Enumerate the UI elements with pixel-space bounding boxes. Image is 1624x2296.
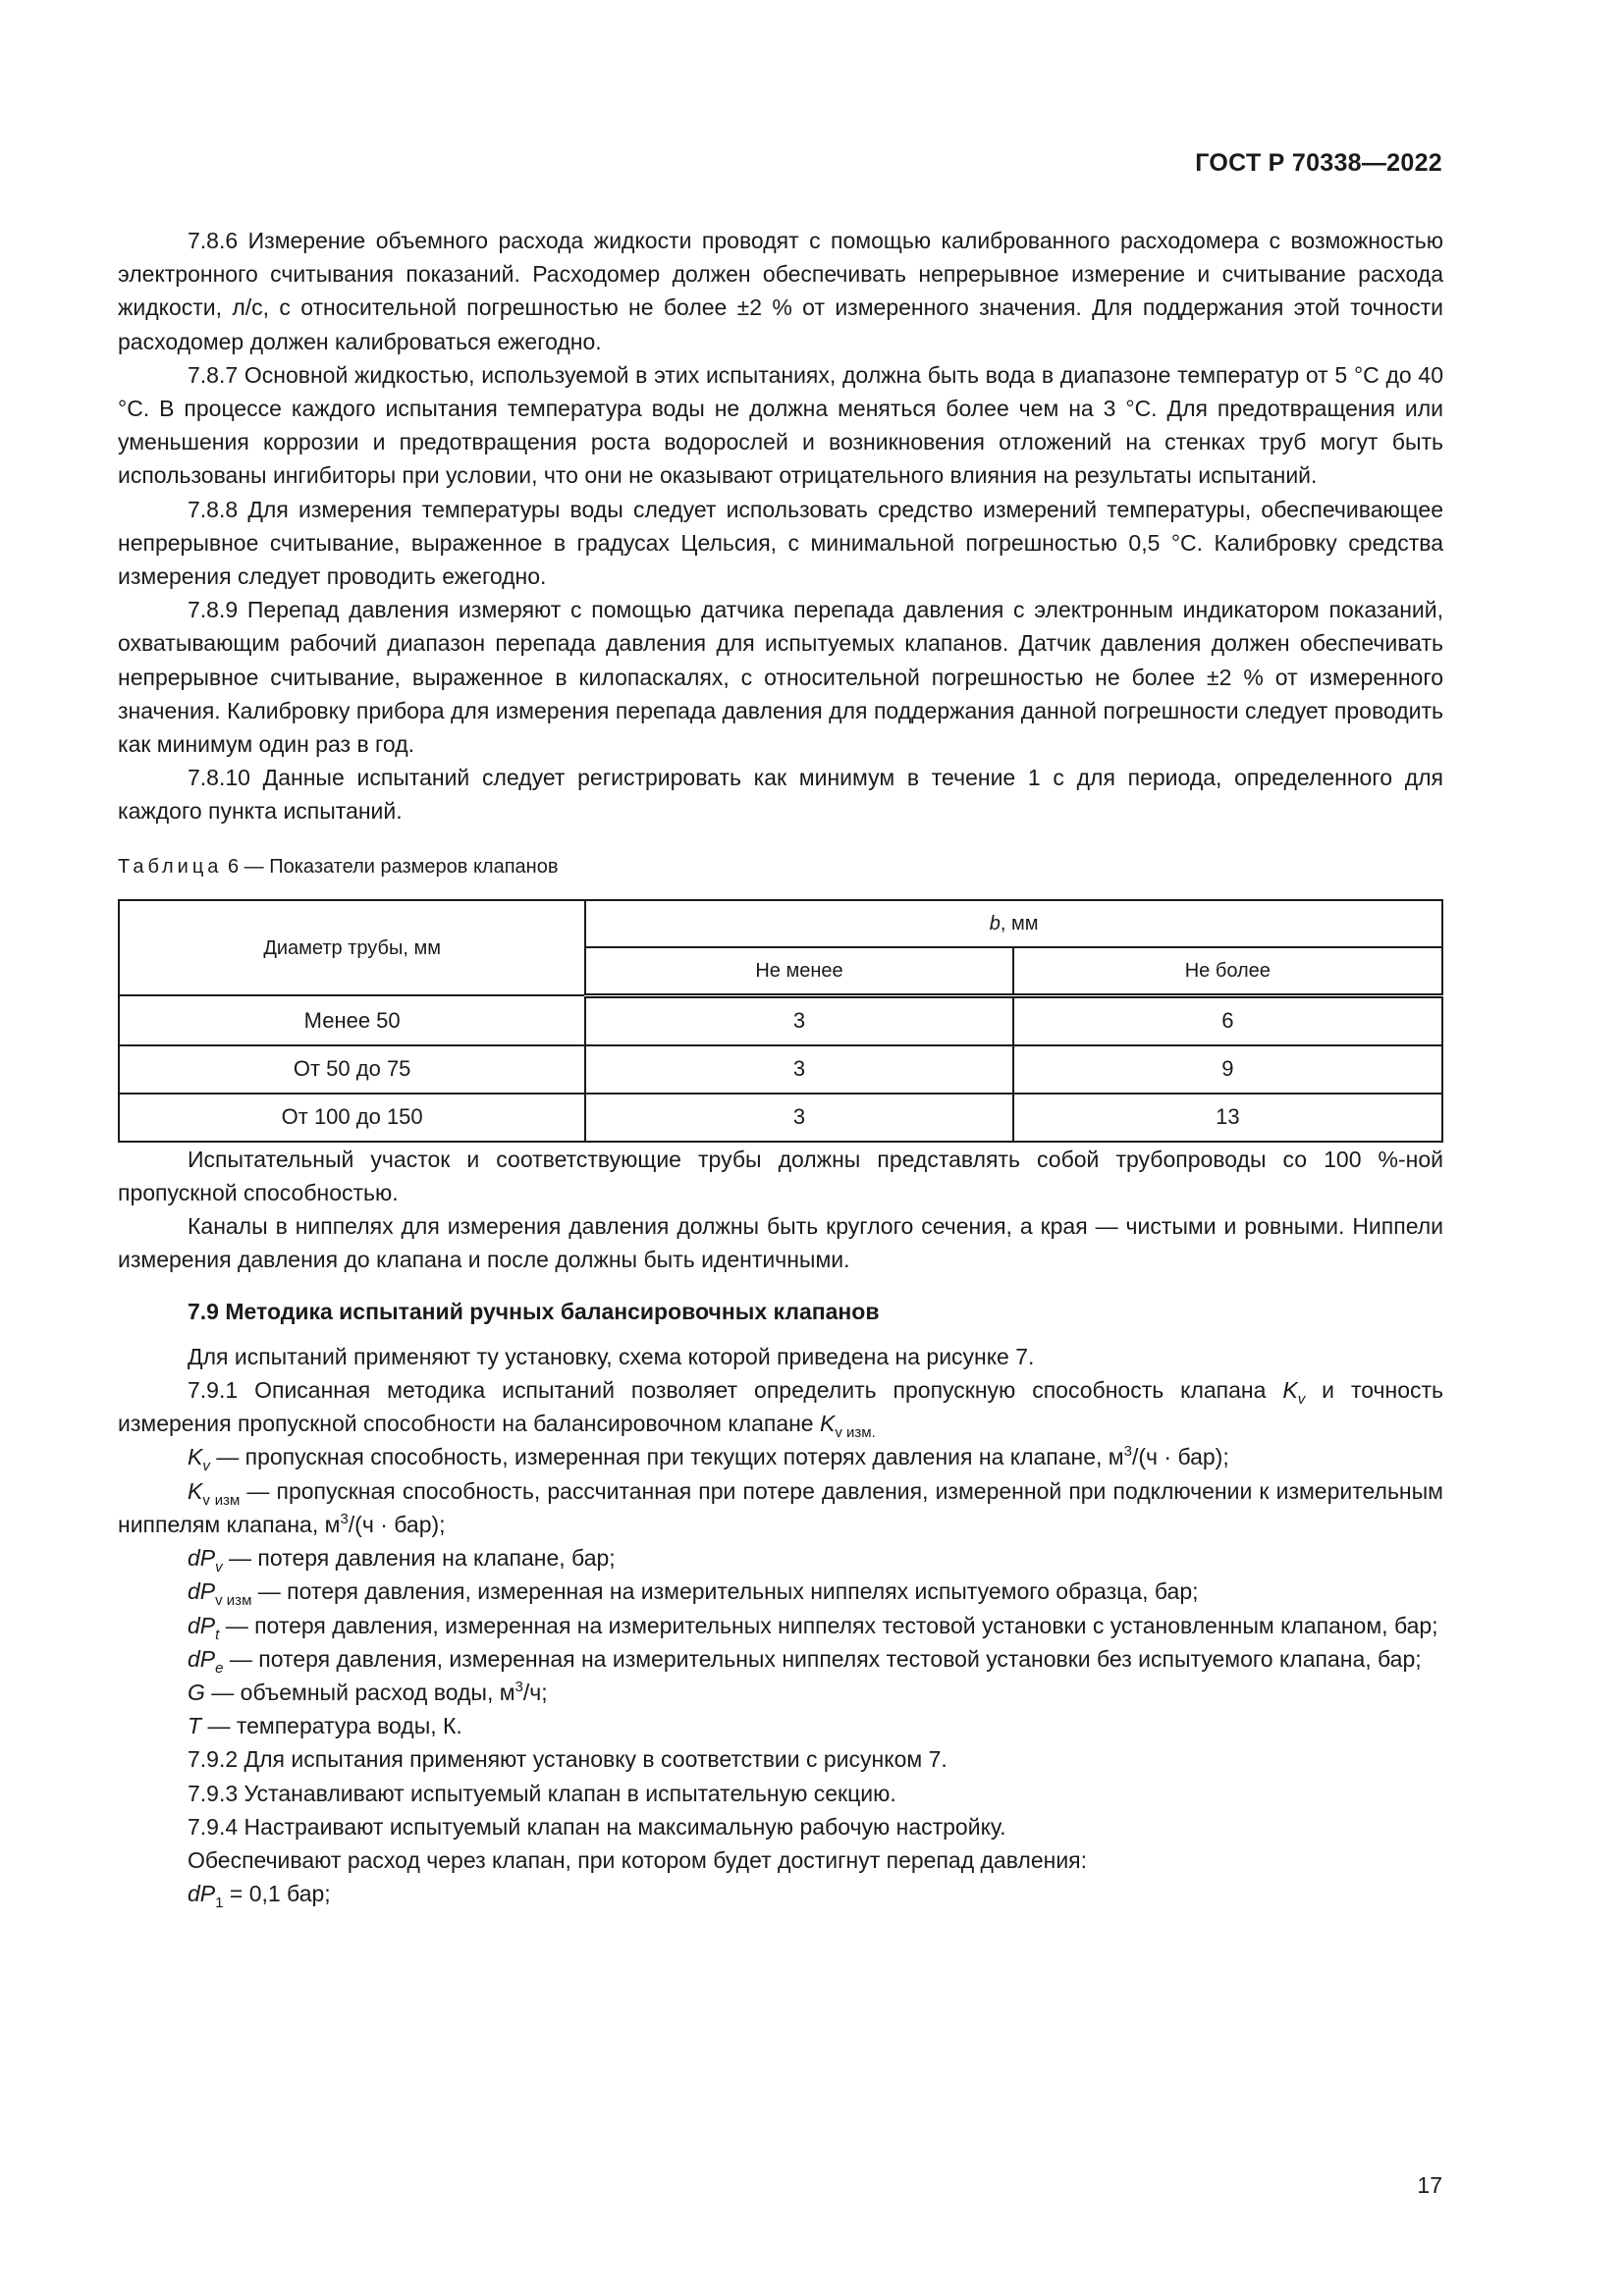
definition-dpt: $dP_t$ — потеря давления, измеренная на измерительных ниппелях тестовой установки с установленным клапаном, бар; (188, 1612, 1438, 1643)
paragraph-test-section: Испытательный участок и соответствующие трубы должны представлять собой трубопроводы со 100 %-ной пропускной способностью. (118, 1146, 1443, 1206)
cell-min: 3 (585, 995, 1012, 1045)
paragraph-nipple-channels: Каналы в ниппелях для измерения давления должны быть круглого сечения, а края — чистыми и ровными. Ниппели измерения давления до клапана и после должны быть идентичными. (118, 1213, 1443, 1273)
section-7-9-title: 7.9 Методика испытаний ручных балансировочных клапанов (188, 1298, 880, 1324)
cell-min: 3 (585, 1094, 1012, 1142)
paragraph-dp1: $dP_1 = 0,1$ бар; (188, 1881, 331, 1912)
paragraph-flow: Обеспечивают расход через клапан, при котором будет достигнут перепад давления: (188, 1846, 1088, 1873)
definition-g: G — объемный расход воды, $м^3/ч$; (188, 1678, 548, 1705)
table-row (119, 995, 1442, 1045)
cell-max: 13 (1013, 1094, 1442, 1142)
paragraph-7-8-7: 7.8.7 Основной жидкостью, используемой в этих испытаниях, должна быть вода в диапазоне температур от 5 °С до 40 °С. В процессе каждого испытания температура воды не должна меняться более чем на 3 °С. Для предотвращения или уменьшения коррозии и предотвращения роста водорослей и возникновения отложений на стенках труб могут быть использованы ингибиторы при условии, что они не оказывают отрицательного влияния на результаты испытаний. (118, 361, 1443, 489)
cell-max: 9 (1013, 1045, 1442, 1094)
cell-diameter: Менее 50 (119, 995, 585, 1045)
definition-dpe: $dP_e$ — потеря давления, измеренная на измерительных ниппелях тестовой установки без испытуемого клапана, бар; (188, 1645, 1422, 1677)
header-pipe-diameter: Диаметр трубы, мм (119, 900, 585, 996)
page-content (118, 224, 1443, 1910)
cell-min: 3 (585, 1045, 1012, 1094)
definition-kv-izm: $K_{v изм}$ — пропускная способность, рассчитанная при потере давления, измеренной при подключении к измерительным ниппелям клапана, $м^3/(ч \cdot бар)$; (118, 1477, 1443, 1537)
table-caption-title: — Показатели размеров клапанов (244, 855, 559, 878)
header-b-mm (585, 900, 1442, 947)
paragraph-7-9-3: 7.9.3 Устанавливают испытуемый клапан в испытательную секцию. (188, 1780, 896, 1806)
cell-diameter: От 50 до 75 (119, 1045, 585, 1094)
table-caption-number: 6 (227, 855, 240, 878)
paragraph-7-9-4: 7.9.4 Настраивают испытуемый клапан на максимальную рабочую настройку. (188, 1813, 1006, 1840)
page-number: 17 (1417, 2172, 1442, 2198)
definition-t: T — температура воды, К. (188, 1713, 462, 1739)
table-row (119, 1094, 1442, 1142)
valve-size-table (118, 899, 1443, 1143)
paragraph-7-9-2: 7.9.2 Для испытания применяют установку в соответствии с рисунком 7. (188, 1746, 947, 1773)
paragraph-7-8-10: 7.8.10 Данные испытаний следует регистрировать как минимум в течение 1 с для периода, определенного для каждого пункта испытаний. (118, 765, 1443, 825)
definition-kv: $K_v$ — пропускная способность, измеренная при текущих потерях давления на клапане, $м^3/(ч \cdot бар)$; (188, 1443, 1229, 1475)
paragraph-7-8-6: 7.8.6 Измерение объемного расхода жидкости проводят с помощью калиброванного расходомера с возможностью электронного считывания показаний. Расходомер должен обеспечивать непрерывное измерение и считывание расхода жидкости, л/с, с относительной погрешностью не более ±2 % от измеренного значения. Для поддержания этой точности расходомер должен калиброваться ежегодно. (118, 228, 1443, 354)
table-row (119, 1045, 1442, 1094)
cell-diameter: От 100 до 150 (119, 1094, 585, 1142)
document-id-header: ГОСТ Р 70338—2022 (1195, 149, 1442, 177)
paragraph-7-8-9: 7.8.9 Перепад давления измеряют с помощью датчика перепада давления с электронным индикатором показаний, охватывающим рабочий диапазон перепада давления для испытуемых клапанов. Датчик давления должен обеспечивать непрерывное считывание, выраженное в килопаскалях, с относительной погрешностью не более ±2 % от измеренного значения. Калибровку прибора для измерения перепада давления для поддержания данной погрешности следует проводить как минимум один раз в год. (118, 597, 1443, 758)
definition-dpv: $dP_v$ — потеря давления на клапане, бар; (188, 1545, 616, 1576)
table-caption-label: Таблица (118, 855, 223, 878)
header-min: Не менее (585, 947, 1012, 996)
definition-dpv-izm: $dP_{v изм}$ — потеря давления, измеренная на измерительных ниппелях испытуемого образца, бар; (188, 1578, 1199, 1610)
header-max: Не более (1013, 947, 1442, 996)
paragraph-7-8-8: 7.8.8 Для измерения температуры воды следует использовать средство измерений температуры, обеспечивающее непрерывное считывание, выраженное в градусах Цельсия, с минимальной погрешностью 0,5 °С. Калибровку средства измерения следует проводить ежегодно. (118, 496, 1443, 590)
paragraph-7-9-1: 7.9.1 Описанная методика испытаний позволяет определить пропускную способность клапана $K_v$ и точность измерения пропускной способности на балансировочном клапане $K_{v изм.}$ (118, 1377, 1444, 1442)
cell-max: 6 (1013, 995, 1442, 1045)
header-b-unit: , мм (1000, 912, 1039, 934)
section-7-9-intro: Для испытаний применяют ту установку, схема которой приведена на рисунке 7. (188, 1343, 1035, 1369)
header-b-variable: b (989, 912, 1001, 934)
table-caption (118, 850, 1443, 883)
